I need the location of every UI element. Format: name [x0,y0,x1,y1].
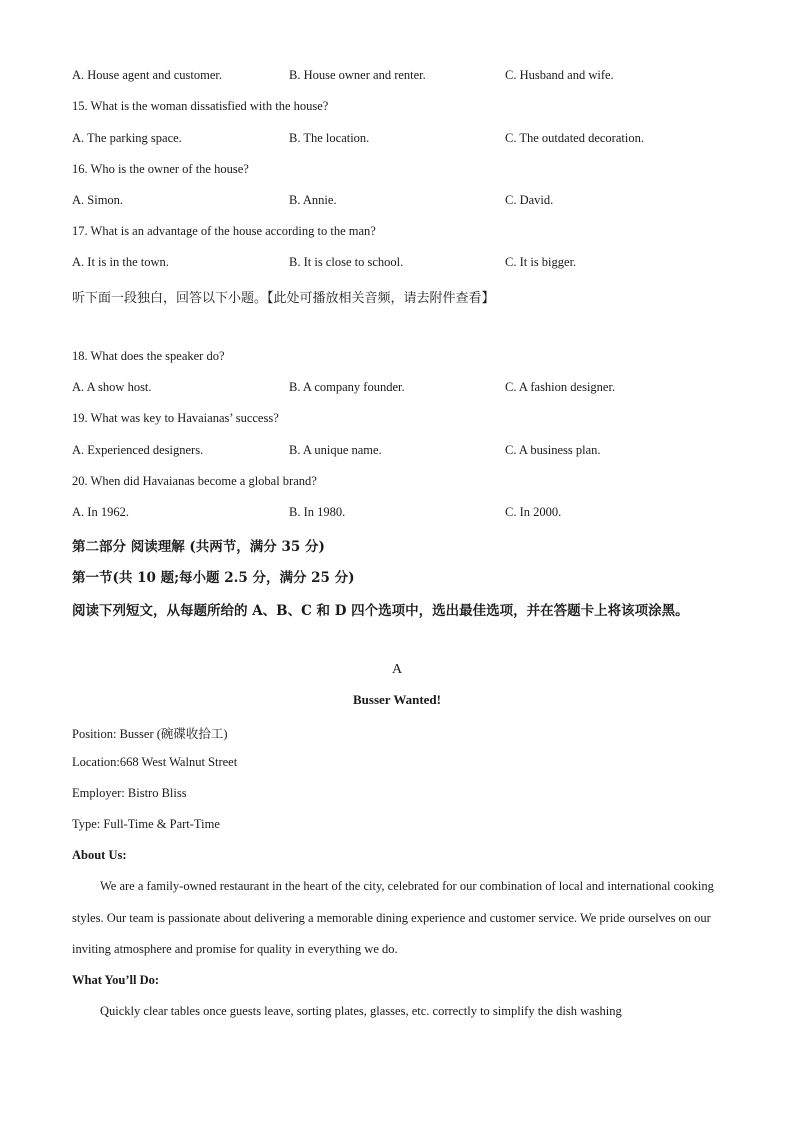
passage-title: Busser Wanted! [352,692,441,707]
q15-option-a: A. The parking space. [72,131,182,145]
passage-letter: A [391,662,403,677]
question-19: 19. What was key to Havaianas’ success? [72,411,279,425]
what-heading: What You’ll Do: [72,973,160,987]
q17-option-c: C. It is bigger. [505,255,577,269]
monologue-instruction: 听下面一段独白，回答以下小题。【此处可播放相关音频，请去附件查看】 [72,291,495,306]
q18-option-c: C. A fashion designer. [505,380,616,394]
q15-option-b: B. The location. [289,131,370,145]
question-18: 18. What does the speaker do? [72,349,225,363]
q18-option-b: B. A company founder. [289,380,405,394]
job-type: Type: Full-Time & Part-Time [72,817,220,831]
job-employer: Employer: Bistro Bliss [72,786,187,800]
about-heading: About Us: [72,848,127,862]
question-17: 17. What is an advantage of the house according to the man? [72,224,376,238]
q19-option-b: B. A unique name. [289,443,382,457]
question-16: 16. Who is the owner of the house? [72,162,249,176]
q14-option-b: B. House owner and renter. [289,68,426,82]
what-paragraph: Quickly clear tables once guests leave, sorting plates, glasses, etc. correctly to simplify the dish washing [100,1004,622,1018]
q14-option-c: C. Husband and wife. [505,68,614,82]
q19-option-a: A. Experienced designers. [72,443,204,457]
question-15: 15. What is the woman dissatisfied with the house? [72,99,329,113]
q20-option-b: B. In 1980. [289,505,346,519]
q16-option-c: C. David. [505,193,554,207]
job-position: Position: Busser (碗碟收拾工) [72,727,228,741]
q20-option-a: A. In 1962. [72,505,129,519]
q16-option-b: B. Annie. [289,193,337,207]
job-location: Location:668 West Walnut Street [72,755,238,769]
q20-option-c: C. In 2000. [505,505,562,519]
reading-instruction: 阅读下列短文，从每题所给的 A、B、C 和 D 四个选项中，选出最佳选项，并在答题卡上将该项涂黑。 [72,603,689,619]
question-20: 20. When did Havaianas become a global brand? [72,474,317,488]
q14-option-a: A. House agent and customer. [72,68,222,82]
q15-option-c: C. The outdated decoration. [505,131,644,145]
q19-option-c: C. A business plan. [505,443,601,457]
section1-heading: 第一节(共 10 题;每小题 2.5 分，满分 25 分) [72,570,355,586]
q17-option-a: A. It is in the town. [72,255,169,269]
q17-option-b: B. It is close to school. [289,255,404,269]
q16-option-a: A. Simon. [72,193,124,207]
q18-option-a: A. A show host. [72,380,152,394]
part2-heading: 第二部分 阅读理解 (共两节，满分 35 分) [72,539,325,555]
about-paragraph: We are a family-owned restaurant in the heart of the city, celebrated for our combination of local and international cooking styles. Our team is passionate about delivering a memorable dining experience and customer service. We pride ourselves on our inviting atmosphere and promise for quality in everything we do. [72,879,714,956]
